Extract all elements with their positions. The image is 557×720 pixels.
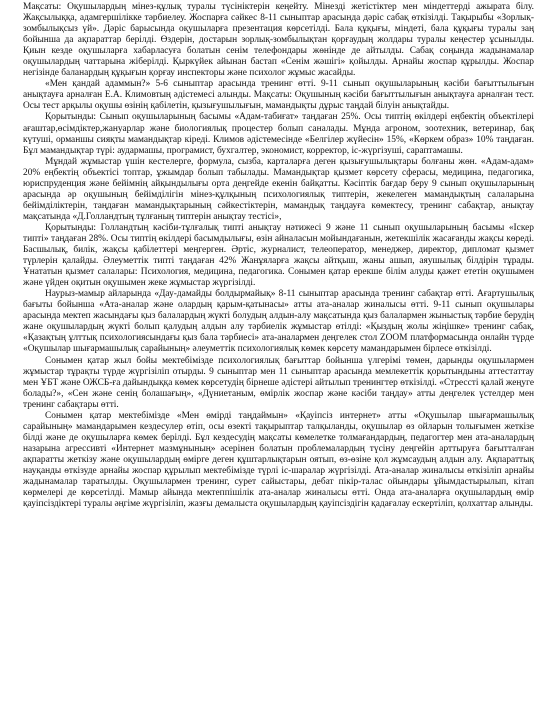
paragraph-1: Мақсаты: Оқушылардың мінез-құлық туралы түсініктерін кеңейту. Мінезді жетістіктер мен міндеттерді ажырата білу. Жақсылыққа, адамгершілікке тәрбиелеу. Жоспарға сәйкес 8-11 сыныптар арасында дәріс сабақ өткізілді. Тақырыбы «Зорлық-зомбылықсыз үй». Дәріс барысында оқушыларға презентация көрсетілді. Бала құқығы, міндеті, бала құқығы туралы заң бойынша да ақпараттар берілді. Өздерін, достарын зорлық-зомбылықтан қорғаудың жолдары туралы кеңестер ұсынылды. Қиын кезде оқушыларға хабарласуға болатын сенім телефондары жөнінде де айтылды. Сабақ соңында жадынамалар оқушылардың чаттарына жіберілді. Қыркүйек айынан бастап «Сенім жәшігі» қойылды. Арнайы жоспар құрылды. Жоспар негізінде баланардың құқығын қорғау инспекторы және психолог жұмыс жасайды. <box>23 2 534 79</box>
paragraph-6: Наурыз-мамыр айларында «Дау-дамайды болдырмайық» 8-11 сыныптар арасында тренинг сабақтар өтті. Ағартушылық бағыты бойынша «Ата-аналар және олардың қарым-қатынасы» атты ата-аналар жиналысы өтті. 9-11 сынып оқушылары арасында мектеп жасындағы қыз балалардың жүкті болудың алдын-алу мақсатында қыз балалармен жыныстық тәрбие берудің жане оқушылардың жүкті болып қалудың алдын алу тәрбиелік жұмыстар өтілді: «Қыздың жолы жіңішке» тренинг сабақ, «Қазақтың ұлттық психологиясындағы қыз бала тәрбиесі» ата-аналармен деңгелек стол ZOOM платформасында онлайн түрде «Оқушылар шығармашылық сарайының» әлеуметтік психологиялық көмек көрсету мамандарымен бірлесе өткізілді. <box>23 289 534 355</box>
paragraph-8: Сонымен қатар мектебімізде «Мен өмірді таңдаймын» «Қауіпсіз интернет» атты «Оқушылар шығармашылық сарайының» мамандарымен кездесулер өтіп, осы өзекті тақырыптар талқыланды, оқушылар өз ойларын толығымен жеткізе білді және де оқушыларға көмек берілді. Бұл кездесудің мақсаты көмелетке толмағандардың, педагогтер мен ата-аналардың назарына агрессивті «Интернет мазмұнының» әсерінен болатын проблемалардың түсіну деңгейін арттыруға бағытталған ақпаратты жеткізу және оқушылардың өмірге деген құштарлықтарын оятып, өз-өзіне қол жұмсаудың алдын алу. Ақпараттық науқанды өткізуде арнайы жоспар құрылып мектебімізде түрлі іс-шаралар жүргізілді. Ата-аналар жиналысы өткізіліп арнайы жадынамалар таратылды. Оқушылармен тренинг, сурет сайыстары, дебат пікір-талас ойындары ұйымдастырылып, кітап көрмелері де көрсетілді. Мамыр айында мектеппішілік ата-аналар жиналысы өтті. Онда ата-аналарға оқушылардың өмір қауіпсіздіктері туралы әңгіме жүргізіліп, жазғы демалыста оқушылардың қауіпсіздігін қадағалау ескертіліп, қолхаттар алынды. <box>23 410 534 510</box>
paragraph-5: Қорытынды: Голландтың кәсіби-тұлғалық типті анықтау нәтижесі 9 және 11 сынып оқушыларының басымы «Іскер типті» таңдаған 28%. Осы типтің өкілдері басымдылығы, өзін айналасын мойындағанын, жетекшілік жасағанды жақсы көреді. Басшылық, билік, жақсы қабілеттері меңгерген. Әртіс, журналист, телеоператор, менеджер, директор, дипломат қызмет түрлерін қалайды. Әлеуметтік типті таңдаған 42% Жанұяларға жақсы айтқыш, жаны ашып, аяушылық білдірін тұрады. Ұнататын қызмет салалары: Психология, медицина, педагогика. Сонымен қатар ерекше білім алуды қажет ететін оқушымен және үйден оқитын оқушымен жеке жұмыстар жүргізілді. <box>23 222 534 289</box>
paragraph-4: Мұндай жұмыстар үшін кестелерге, формула, сызба, карталарға деген қызығушылықтары болғаны жөн. «Адам-адам» 20% еңбектің объектісі топтар, ұжымдар болып табылады. Мамандықтар қызмет көрсету сферасы, медицина, педагогика, юриспруденция және бейімнің айқындылығы орта деңгейде екенін байқатты. Кәсіптік бағдар беру 9 сынып оқушыларының арасында әр оқушының бейімділігін мінез-құлқының психологиялық типтерін, жекелеген мамандықтың салаларына бейімділіктерін, таңдаған мамандықтарының сәйкестіктерін, мамандық таңдауға көмектесу, тренинг сабақтар, анықтау мақсатында «Д.Голландтың тұлғаның типтерін анықтау тестісі», <box>23 156 534 222</box>
paragraph-3: Қорытынды: Сынып оқушыларының басымы «Адам-табиғат» таңдаған 25%. Осы типтің өкілдері еңбектің объектілері ағаштар,өсімдіктер,жануарлар және биологиялық процестер болып саналады. Мұнда агроном, зоотехник, ветеринар, бақ күтуші, орманшы сияқты мамандықтар кіреді. Климов әдістемесінде «Белгілер жүйесін» 15%, «Көркем образ» 10% таңдаған. Бұл мамандықтар түрі: аудармашы, програмист, бухгалтер, экономист, корректор, іс-жүргізуші, сараптамашы. <box>23 112 534 156</box>
paragraph-2: «Мен қандай адаммын?» 5-6 сыныптар арасында тренинг өтті. 9-11 сынып оқушыларының кәсіби бағыттылығын анықтауға арналған Е.А. Климовтың әдістемесі алынды. Мақсаты: Оқушының кәсіби бағыттылығын анықтауға арналған тест. Осы тест арқылы оқушы өзінің қабілетін, қызығушылығын, мамандықты дұрыс таңдай білуін анықтайды. <box>23 79 534 112</box>
paragraph-7: Сонымен қатар жыл бойы мектебімізде психологиялық бағыттар бойынша үлгерімі төмен, дарынды оқушылармен жұмыстар тұрақты түрде жүргізіліп отырды. 9 сыныптар мен 11 сыныптар арасында мемлекеттік қорытындыны аттестаттау мен ҰБТ және ОЖСБ-ға дайындыққа көмек көрсетудің бірнеше әдістері айтылып тренингтер өткізілді. «Стрессті қалай жеңуге болады?», «Сен және сенің болашағың», «Дүниетаным, өмірлік жоспар және кәсіби таңдау» атты деңгелек үстелдер мен тренинг сабақтары өтті. <box>23 355 534 410</box>
